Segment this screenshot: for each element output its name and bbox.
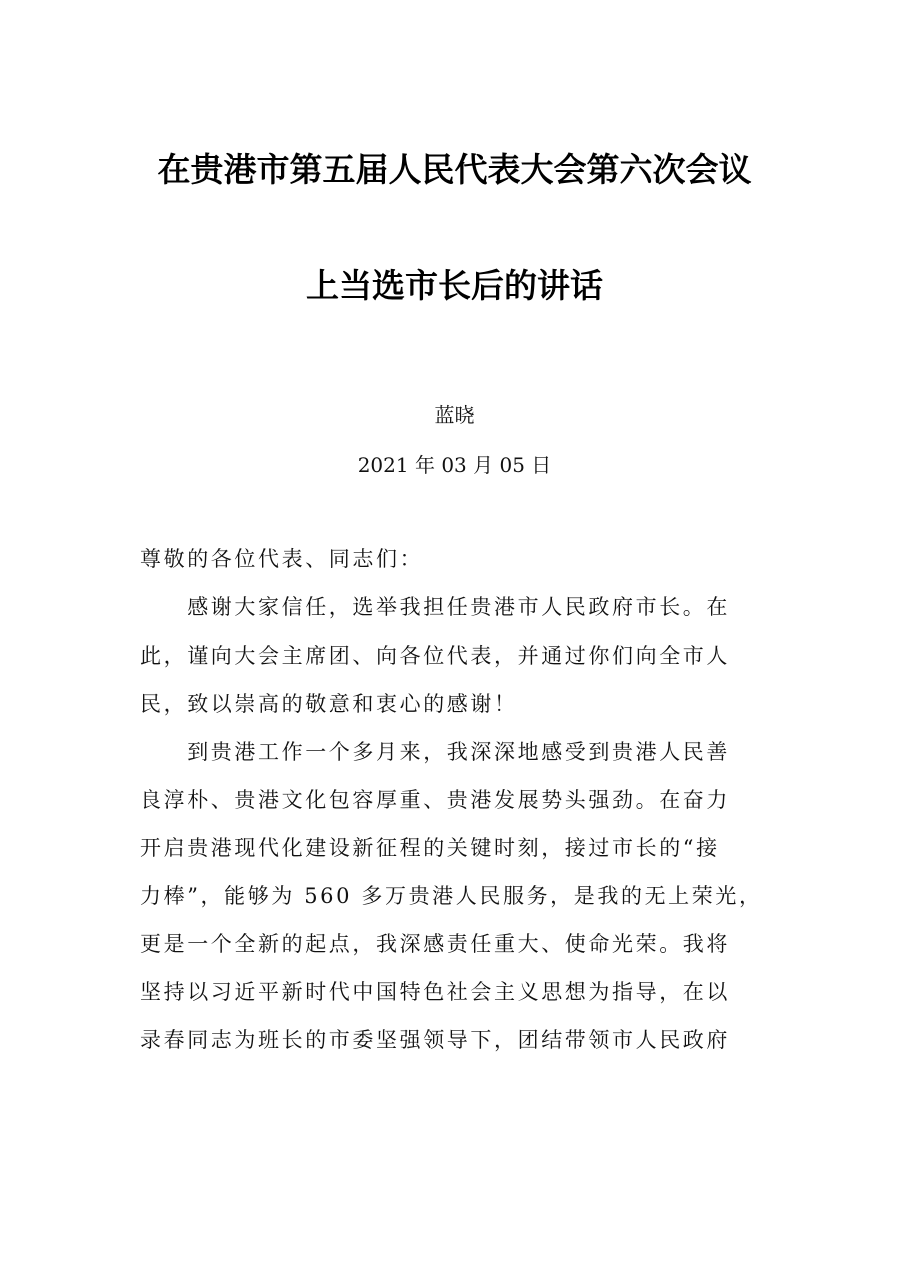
body-text-line: 感谢大家信任，选举我担任贵港市人民政府市长。在: [140, 595, 730, 619]
body-text-line: 录春同志为班长的市委坚强领导下，团结带领市人民政府: [140, 1028, 730, 1052]
body-text-line: 此，谨向大会主席团、向各位代表，并通过你们向全市人: [140, 644, 730, 668]
body-text-line: 到贵港工作一个多月来，我深深地感受到贵港人民善: [140, 740, 730, 764]
body-text-line: 民，致以崇高的敬意和衷心的感谢！: [140, 692, 518, 716]
body-text-line: 良淳朴、贵港文化包容厚重、贵港发展势头强劲。在奋力: [140, 788, 730, 812]
body-text-line: 力棒”，能够为 560 多万贵港人民服务，是我的无上荣光，: [140, 884, 763, 908]
salutation-line: 尊敬的各位代表、同志们：: [140, 547, 424, 571]
body-text-line: 开启贵港现代化建设新征程的关键时刻，接过市长的“接: [140, 836, 720, 860]
document-title-line-2: 上当选市长后的讲话: [306, 266, 603, 305]
body-text-line: 更是一个全新的起点，我深感责任重大、使命光荣。我将: [140, 932, 730, 956]
body-text-line: 坚持以习近平新时代中国特色社会主义思想为指导，在以: [140, 980, 730, 1004]
speech-date: 2021 年 03 月 05 日: [357, 453, 552, 477]
document-title-line-1: 在贵港市第五届人民代表大会第六次会议: [157, 150, 752, 189]
author-name: 蓝晓: [434, 403, 475, 427]
